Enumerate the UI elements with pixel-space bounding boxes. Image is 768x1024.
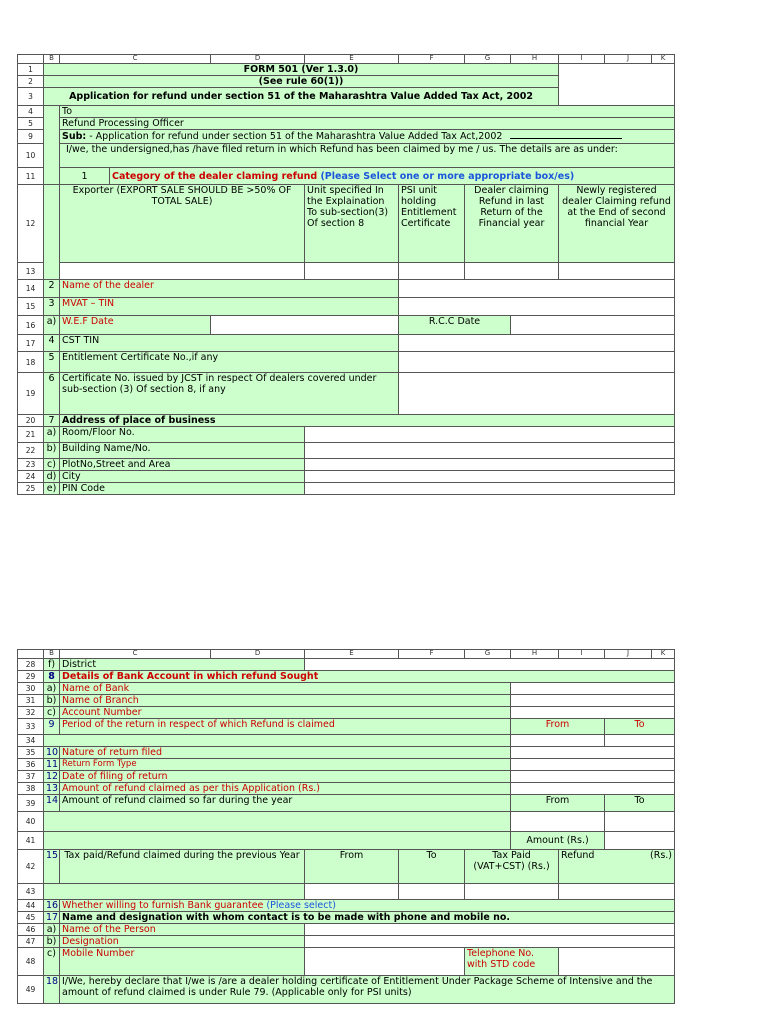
telephone-label: Telephone No. with STD code bbox=[465, 948, 559, 976]
refund-input[interactable] bbox=[559, 884, 675, 900]
item-letter: d) bbox=[44, 471, 60, 483]
amount-label: Amount (Rs.) bbox=[511, 832, 605, 850]
psi-declaration: I/We, hereby declare that I/we is /are a dealer holding certificate of Entitlement Under Package Scheme of Intensive and the amount of refund claimed is under Rule 79. (Applicable only for PSI units) bbox=[60, 976, 675, 1004]
item-letter: f) bbox=[44, 659, 60, 671]
col-header: H bbox=[511, 55, 559, 64]
item-number: 8 bbox=[44, 671, 60, 683]
row-number: 21 bbox=[18, 427, 44, 443]
cst-tin-input[interactable] bbox=[399, 335, 675, 352]
row-number: 33 bbox=[18, 719, 44, 735]
nature-return-input[interactable] bbox=[511, 747, 675, 759]
category-exporter: Exporter (EXPORT SALE SHOULD BE >50% OF TOTAL SALE) bbox=[60, 185, 305, 263]
item-number: 11 bbox=[44, 759, 60, 771]
col-header: E bbox=[305, 650, 399, 659]
category-label: Category of the dealer claming refund bbox=[112, 170, 321, 182]
col-header: C bbox=[60, 650, 211, 659]
plot-street-input[interactable] bbox=[305, 459, 675, 471]
item-letter: b) bbox=[44, 936, 60, 948]
row-number: 48 bbox=[18, 948, 44, 976]
row-number: 40 bbox=[18, 812, 44, 832]
col-header: E bbox=[305, 55, 399, 64]
telephone-input[interactable] bbox=[559, 948, 675, 976]
refund-amount-input[interactable] bbox=[511, 783, 675, 795]
branch-name-label: Name of Branch bbox=[60, 695, 511, 707]
bank-name-input[interactable] bbox=[511, 683, 675, 695]
prev-year-to-input[interactable] bbox=[399, 884, 465, 900]
bank-guarantee-row[interactable] bbox=[60, 900, 675, 912]
row-number: 5 bbox=[18, 118, 44, 130]
designation-label: Designation bbox=[60, 936, 305, 948]
wef-date-input[interactable] bbox=[211, 316, 399, 335]
item-number: 13 bbox=[44, 783, 60, 795]
col-header: G bbox=[465, 650, 511, 659]
rcc-date-input[interactable] bbox=[511, 316, 675, 335]
prev-year-to-label: To bbox=[399, 850, 465, 884]
subject-underline bbox=[510, 130, 622, 139]
item-letter: b) bbox=[44, 443, 60, 459]
blank-cell bbox=[44, 812, 511, 832]
row-number: 22 bbox=[18, 443, 44, 459]
pin-code-label: PIN Code bbox=[60, 483, 305, 495]
subject-label: Sub: bbox=[62, 131, 87, 142]
row-number: 35 bbox=[18, 747, 44, 759]
item-number: 16 bbox=[44, 900, 60, 912]
item-number: 10 bbox=[44, 747, 60, 759]
item-letter: c) bbox=[44, 948, 60, 976]
left-gutter bbox=[44, 106, 60, 185]
item-number: 4 bbox=[44, 335, 60, 352]
category-psi-unit: PSI unit holding Entitlement Certificate bbox=[399, 185, 465, 263]
item-number: 14 bbox=[44, 795, 60, 812]
period-from-input[interactable] bbox=[511, 735, 605, 747]
jcst-cert-input[interactable] bbox=[399, 373, 675, 415]
prev-year-from-label: From bbox=[305, 850, 399, 884]
refund-label: Refund bbox=[561, 850, 595, 861]
category-hint: (Please Select one or more appropriate box/es) bbox=[320, 170, 575, 182]
prev-year-from-input[interactable] bbox=[305, 884, 399, 900]
branch-name-input[interactable] bbox=[511, 695, 675, 707]
item-number: 2 bbox=[44, 280, 60, 298]
checkbox-last-return[interactable] bbox=[465, 263, 559, 280]
col-header: H bbox=[511, 650, 559, 659]
return-form-type-label: Return Form Type bbox=[60, 759, 511, 771]
checkbox-new-dealer[interactable] bbox=[559, 263, 675, 280]
row-number: 20 bbox=[18, 415, 44, 427]
row-number: 1 bbox=[18, 64, 44, 76]
bank-name-label: Name of Bank bbox=[60, 683, 511, 695]
item-letter: a) bbox=[44, 427, 60, 443]
officer-label: Refund Processing Officer bbox=[60, 118, 675, 130]
bank-guarantee-label: Whether willing to furnish Bank guarantee bbox=[62, 900, 267, 911]
item-letter: e) bbox=[44, 483, 60, 495]
checkbox-exporter[interactable] bbox=[60, 263, 305, 280]
row-number: 46 bbox=[18, 924, 44, 936]
row-number: 41 bbox=[18, 832, 44, 850]
item-letter: c) bbox=[44, 459, 60, 471]
amount-input[interactable] bbox=[605, 832, 675, 850]
row-number: 18 bbox=[18, 352, 44, 373]
jcst-cert-label: Certificate No. issued by JCST in respect Of dealers covered under sub-section (3) Of section 8, if any bbox=[60, 373, 399, 415]
refund-column-label bbox=[559, 850, 675, 884]
form-501-part1 bbox=[17, 54, 675, 495]
row-number: 19 bbox=[18, 373, 44, 415]
item-number: a) bbox=[44, 316, 60, 335]
row-number: 11 bbox=[18, 168, 44, 185]
row-number: 32 bbox=[18, 707, 44, 719]
blank-cell bbox=[44, 832, 511, 850]
period-to-label: To bbox=[605, 719, 675, 735]
wef-date-label: W.E.F Date bbox=[60, 316, 211, 335]
dealer-name-input[interactable] bbox=[399, 280, 675, 298]
row-number: 15 bbox=[18, 298, 44, 316]
row-number: 47 bbox=[18, 936, 44, 948]
declaration-text: I/we, the undersigned,has /have filed return in which Refund has been claimed by me / us. The details are as under: bbox=[60, 144, 675, 168]
col-header: I bbox=[559, 55, 605, 64]
item-number: 12 bbox=[44, 771, 60, 783]
return-form-type-input[interactable] bbox=[511, 759, 675, 771]
building-label: Building Name/No. bbox=[60, 443, 305, 459]
row-number: 49 bbox=[18, 976, 44, 1004]
refund-amount-label: Amount of refund claimed as per this Application (Rs.) bbox=[60, 783, 511, 795]
item-letter: b) bbox=[44, 695, 60, 707]
row-number: 34 bbox=[18, 735, 44, 747]
prev-year-label: Tax paid/Refund claimed during the previous Year bbox=[60, 850, 305, 884]
period-from-label: From bbox=[511, 719, 605, 735]
row-number: 14 bbox=[18, 280, 44, 298]
row-number: 2 bbox=[18, 76, 44, 88]
col-header: D bbox=[211, 55, 305, 64]
contact-name-input[interactable] bbox=[305, 924, 675, 936]
cst-tin-label: CST TIN bbox=[60, 335, 399, 352]
category-specified-unit: Unit specified In the Explaination To sub-section(3) Of section 8 bbox=[305, 185, 399, 263]
form-501-part2 bbox=[17, 649, 675, 1004]
row-number: 43 bbox=[18, 884, 44, 900]
col-header: D bbox=[211, 650, 305, 659]
row-number: 44 bbox=[18, 900, 44, 912]
row-number: 31 bbox=[18, 695, 44, 707]
corner-cell bbox=[18, 650, 44, 659]
district-input[interactable] bbox=[305, 659, 675, 671]
col-header: K bbox=[652, 650, 675, 659]
refund-so-far-from-input[interactable] bbox=[511, 812, 605, 832]
refund-so-far-label: Amount of refund claimed so far during the year bbox=[60, 795, 511, 812]
row-number: 29 bbox=[18, 671, 44, 683]
mobile-label: Mobile Number bbox=[60, 948, 305, 976]
row-number: 38 bbox=[18, 783, 44, 795]
refund-so-far-to-input[interactable] bbox=[605, 812, 675, 832]
col-header: J bbox=[605, 55, 652, 64]
mvat-tin-label: MVAT – TIN bbox=[60, 298, 399, 316]
building-input[interactable] bbox=[305, 443, 675, 459]
period-to-input[interactable] bbox=[605, 735, 675, 747]
col-header: B bbox=[44, 55, 60, 64]
rcc-date-label: R.C.C Date bbox=[399, 316, 511, 335]
subject-line bbox=[60, 130, 675, 144]
room-floor-label: Room/Floor No. bbox=[60, 427, 305, 443]
row-number: 16 bbox=[18, 316, 44, 335]
row-number: 9 bbox=[18, 130, 44, 144]
address-heading: Address of place of business bbox=[60, 415, 675, 427]
column-header-row bbox=[18, 55, 675, 64]
district-label: District bbox=[60, 659, 305, 671]
item-letter: a) bbox=[44, 683, 60, 695]
blank-cell bbox=[44, 884, 305, 900]
row-number: 45 bbox=[18, 912, 44, 924]
item-number: 6 bbox=[44, 373, 60, 415]
pin-code-input[interactable] bbox=[305, 483, 675, 495]
item-letter: a) bbox=[44, 924, 60, 936]
col-header: K bbox=[652, 55, 675, 64]
row-number: 42 bbox=[18, 850, 44, 884]
col-header: F bbox=[399, 650, 465, 659]
contact-name-label: Name of the Person bbox=[60, 924, 305, 936]
account-number-label: Account Number bbox=[60, 707, 511, 719]
blank-cell bbox=[44, 735, 511, 747]
dealer-name-label: Name of the dealer bbox=[60, 280, 399, 298]
row-number: 13 bbox=[18, 263, 44, 280]
mvat-tin-input[interactable] bbox=[399, 298, 675, 316]
row-number: 39 bbox=[18, 795, 44, 812]
account-number-input[interactable] bbox=[511, 707, 675, 719]
city-label: City bbox=[60, 471, 305, 483]
item-number: 3 bbox=[44, 298, 60, 316]
row-number: 25 bbox=[18, 483, 44, 495]
item-number: 7 bbox=[44, 415, 60, 427]
category-last-return: Dealer claiming Refund in last Return of the Financial year bbox=[465, 185, 559, 263]
plot-street-label: PlotNo,Street and Area bbox=[60, 459, 305, 471]
subject-text: - Application for refund under section 51 of the Maharashtra Value Added Tax Act,2002 bbox=[86, 131, 503, 142]
item-number: 9 bbox=[44, 719, 60, 735]
row-number: 28 bbox=[18, 659, 44, 671]
city-input[interactable] bbox=[305, 471, 675, 483]
column-header-row bbox=[18, 650, 675, 659]
row-number: 12 bbox=[18, 185, 44, 263]
bank-heading: Details of Bank Account in which refund Sought bbox=[60, 671, 675, 683]
row-number: 17 bbox=[18, 335, 44, 352]
form-rule: (See rule 60(1)) bbox=[44, 76, 559, 88]
row-number: 36 bbox=[18, 759, 44, 771]
row-number: 23 bbox=[18, 459, 44, 471]
category-new-dealer: Newly registered dealer Claiming refund at the End of second financial Year bbox=[559, 185, 675, 263]
col-header: B bbox=[44, 650, 60, 659]
checkbox-psi-unit[interactable] bbox=[399, 263, 465, 280]
period-label: Period of the return in respect of which Refund is claimed bbox=[60, 719, 511, 735]
col-header: G bbox=[465, 55, 511, 64]
designation-input[interactable] bbox=[305, 936, 675, 948]
row-number: 10 bbox=[18, 144, 44, 168]
tax-paid-label: Tax Paid (VAT+CST) (Rs.) bbox=[465, 850, 559, 884]
row-number: 30 bbox=[18, 683, 44, 695]
col-header: F bbox=[399, 55, 465, 64]
entitlement-cert-label: Entitlement Certificate No.,if any bbox=[60, 352, 399, 373]
corner-cell bbox=[18, 55, 44, 64]
row-number: 3 bbox=[18, 88, 44, 106]
checkbox-specified-unit[interactable] bbox=[305, 263, 399, 280]
refund-so-far-to-label: To bbox=[605, 795, 675, 812]
nature-return-label: Nature of return filed bbox=[60, 747, 511, 759]
row-number: 24 bbox=[18, 471, 44, 483]
validate-area bbox=[559, 64, 675, 106]
mobile-input[interactable] bbox=[305, 948, 465, 976]
item-number: 17 bbox=[44, 912, 60, 924]
room-floor-input[interactable] bbox=[305, 427, 675, 443]
row-number: 4 bbox=[18, 106, 44, 118]
category-heading bbox=[110, 168, 675, 185]
form-subtitle: Application for refund under section 51 of the Maharashtra Value Added Tax Act, 2002 bbox=[44, 88, 559, 106]
item-number: 5 bbox=[44, 352, 60, 373]
filing-date-input[interactable] bbox=[511, 771, 675, 783]
entitlement-cert-input[interactable] bbox=[399, 352, 675, 373]
col-header: C bbox=[60, 55, 211, 64]
col-header: I bbox=[559, 650, 605, 659]
item-number: 18 bbox=[44, 976, 60, 1004]
item-letter: c) bbox=[44, 707, 60, 719]
refund-rs-label: (Rs.) bbox=[650, 850, 672, 861]
item-number: 1 bbox=[60, 168, 110, 185]
left-gutter bbox=[44, 185, 60, 280]
contact-heading: Name and designation with whom contact is to be made with phone and mobile no. bbox=[60, 912, 675, 924]
item-number: 15 bbox=[44, 850, 60, 884]
row-number: 37 bbox=[18, 771, 44, 783]
to-label: To bbox=[60, 106, 675, 118]
refund-so-far-from-label: From bbox=[511, 795, 605, 812]
filing-date-label: Date of filing of return bbox=[60, 771, 511, 783]
tax-paid-input[interactable] bbox=[465, 884, 559, 900]
col-header: J bbox=[605, 650, 652, 659]
form-title: FORM 501 (Ver 1.3.0) bbox=[44, 64, 559, 76]
bank-guarantee-hint: (Please select) bbox=[266, 900, 336, 911]
